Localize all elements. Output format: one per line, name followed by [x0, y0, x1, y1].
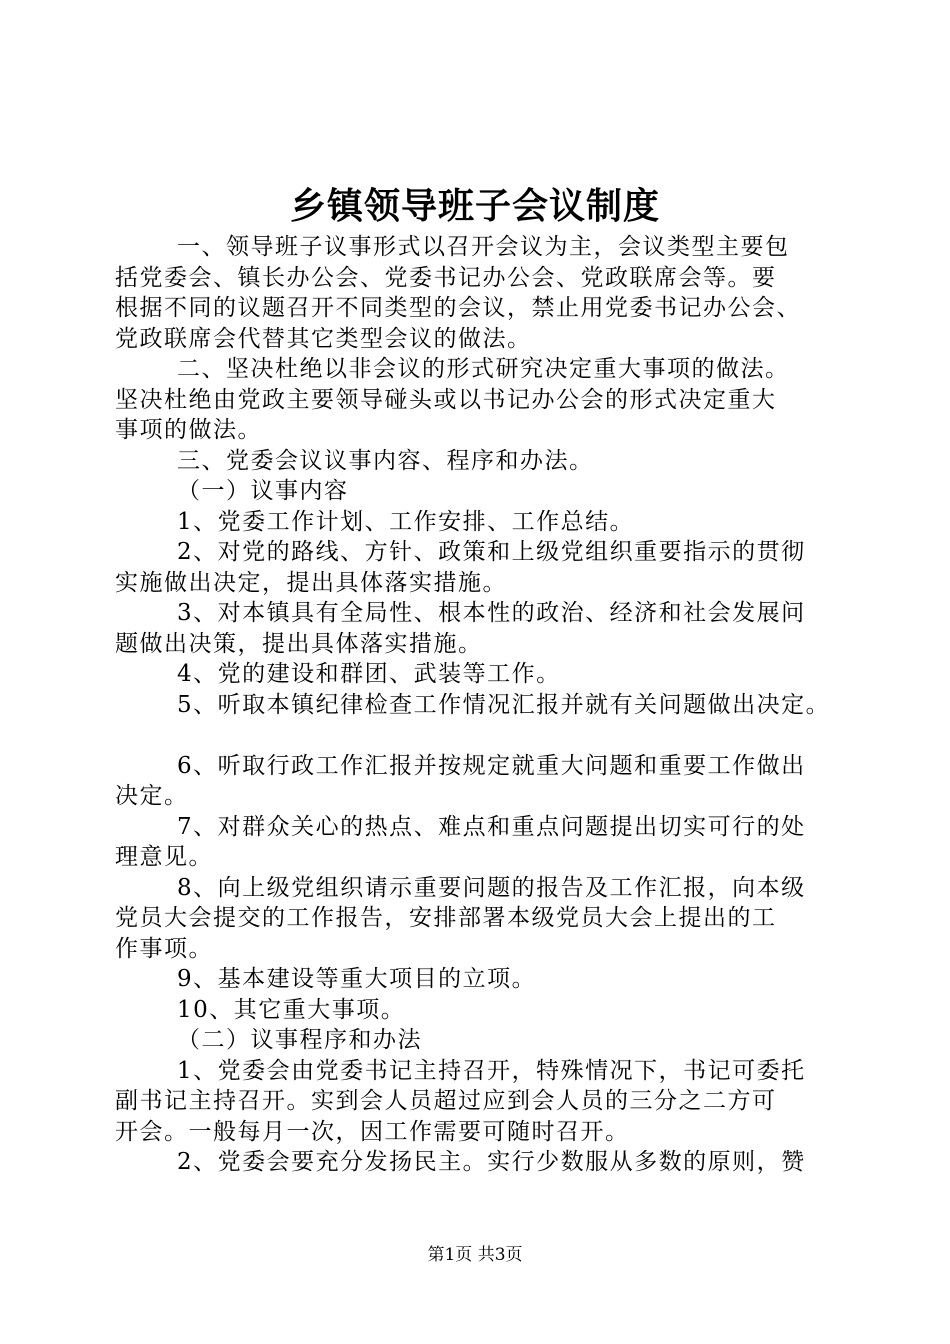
list-item: 2、党委会要充分发扬民主。实行少数服从多数的原则，赞: [177, 1149, 806, 1175]
list-item-continuation: 党员大会提交的工作报告，安排部署本级党员大会上提出的工: [115, 905, 777, 931]
list-item-continuation: 实施做出决定，提出具体落实措施。: [115, 569, 507, 596]
list-item: 4、党的建设和群团、武装等工作。: [177, 661, 561, 687]
paragraph-line: 二、坚决杜绝以非会议的形式研究决定重大事项的做法。: [177, 356, 790, 382]
list-item: 7、对群众关心的热点、难点和重点问题提出切实可行的处: [177, 813, 806, 840]
paragraph-line: 一、领导班子议事形式以召开会议为主，会议类型主要包: [177, 234, 790, 260]
list-item-continuation: 决定。: [115, 783, 189, 809]
list-item: 8、向上级党组织请示重要问题的报告及工作汇报，向本级: [177, 874, 806, 901]
list-item: 1、党委会由党委书记主持召开，特殊情况下，书记可委托: [177, 1057, 806, 1084]
list-item: 5、听取本镇纪律检查工作情况汇报并就有关问题做出决定。: [177, 691, 831, 718]
list-item: 6、听取行政工作汇报并按规定就重大问题和重要工作做出: [177, 752, 806, 779]
document-body: [115, 232, 839, 1178]
paragraph-line: 坚决杜绝由党政主要领导碰头或以书记办公会的形式决定重大: [115, 386, 777, 413]
list-item-continuation: 理意见。: [115, 844, 213, 870]
paragraph-line: 事项的做法。: [115, 417, 262, 443]
paragraph-line: 党政联席会代替其它类型会议的做法。: [115, 325, 532, 352]
list-item: 9、基本建设等重大项目的立项。: [177, 966, 537, 992]
paragraph-line: 括党委会、镇长办公会、党委书记办公会、党政联席会等。要: [115, 264, 777, 291]
subsection-heading: （一）议事内容: [177, 478, 349, 504]
list-item: 1、党委工作计划、工作安排、工作总结。: [177, 508, 635, 535]
subsection-heading: （二）议事程序和办法: [177, 1027, 422, 1053]
list-item-continuation: 副书记主持召开。实到会人员超过应到会人员的三分之二方可: [115, 1088, 777, 1114]
list-item: 2、对党的路线、方针、政策和上级党组织重要指示的贯彻: [177, 539, 806, 565]
section-heading: 三、党委会议议事内容、程序和办法。: [177, 447, 594, 474]
list-item-continuation: 题做出决策，提出具体落实措施。: [115, 630, 483, 657]
list-item-continuation: 作事项。: [115, 935, 213, 962]
blank-line: [115, 720, 839, 751]
list-item-continuation: 开会。一般每月一次，因工作需要可随时召开。: [115, 1118, 630, 1145]
list-item: 10、其它重大事项。: [177, 996, 406, 1023]
paragraph-line: 根据不同的议题召开不同类型的会议，禁止用党委书记办公会、: [115, 295, 801, 321]
page-number-footer: 第1页 共3页: [427, 1245, 523, 1265]
list-item: 3、对本镇具有全局性、根本性的政治、经济和社会发展问: [177, 600, 806, 626]
document-title: 乡镇领导班子会议制度: [289, 186, 660, 227]
